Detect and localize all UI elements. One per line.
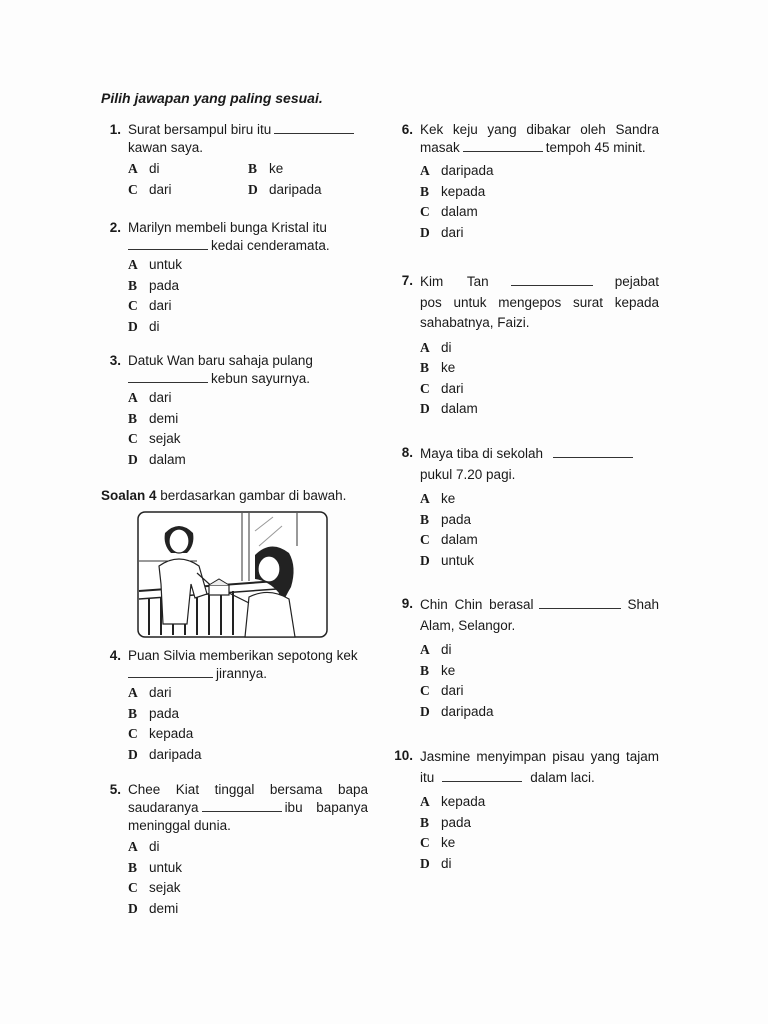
section-note: Soalan 4 berdasarkan gambar di bawah. (101, 488, 347, 503)
question-number: 3. (109, 353, 121, 368)
option-d[interactable]: D daripada (248, 181, 322, 197)
option-d[interactable]: D untuk (420, 552, 475, 568)
answer-blank (128, 381, 208, 383)
question-text: Marilyn membeli bunga Kristal itu kedai cenderamata. (128, 220, 330, 253)
option-a[interactable]: A di (420, 642, 452, 657)
answer-options (420, 338, 659, 420)
option-c[interactable]: C dari (420, 380, 464, 396)
option-d[interactable]: D dalam (128, 451, 186, 467)
question-text: Chee Kiat tinggal bersama bapa saudaranya ibu bapanya meninggal dunia. (128, 782, 368, 833)
option-c[interactable]: C ke (420, 835, 456, 850)
option-c[interactable]: C sejak (128, 431, 181, 446)
question-1 (101, 121, 368, 200)
answer-options (420, 489, 659, 571)
question-number: 1. (109, 122, 121, 137)
option-b[interactable]: B ke (420, 662, 456, 678)
answer-blank (202, 810, 282, 812)
question-7 (393, 272, 659, 420)
answer-options (420, 161, 659, 243)
option-b[interactable]: B ke (248, 161, 284, 176)
question-number: 9. (401, 596, 413, 611)
answer-options (128, 255, 368, 337)
answer-blank (511, 284, 593, 286)
option-d[interactable]: D di (128, 318, 160, 334)
answer-blank (553, 456, 633, 458)
question-number: 7. (401, 273, 413, 288)
question-text: Kek keju yang dibakar oleh Sandra masak tempoh 45 minit. (420, 122, 659, 155)
option-a[interactable]: A di (128, 161, 160, 176)
option-b[interactable]: B pada (128, 277, 180, 293)
option-a[interactable]: A ke (420, 491, 456, 506)
option-a[interactable]: A di (128, 839, 160, 854)
question-text: Maya tiba di sekolah pukul 7.20 pagi. (420, 444, 659, 485)
answer-blank (128, 248, 208, 250)
option-b[interactable]: B pada (128, 705, 180, 721)
question-number: 10. (394, 748, 413, 763)
question-text: Surat bersampul biru itu kawan saya. (128, 121, 368, 157)
answer-options (420, 640, 659, 722)
option-a[interactable]: A dari (128, 685, 172, 700)
question-9 (393, 595, 659, 722)
option-c[interactable]: C dari (128, 181, 172, 197)
question-number: 6. (401, 122, 413, 137)
option-c[interactable]: C sejak (128, 880, 181, 895)
question-text: Datuk Wan baru sahaja pulang kebun sayurnya. (128, 353, 313, 386)
option-d[interactable]: D di (420, 855, 452, 871)
option-c[interactable]: C kepada (128, 726, 194, 741)
answer-options (420, 792, 659, 874)
question-2 (101, 219, 368, 337)
question-number: 5. (109, 782, 121, 797)
option-b[interactable]: B ke (420, 360, 456, 375)
answer-options (128, 159, 368, 200)
option-c[interactable]: C dalam (420, 532, 478, 547)
answer-blank (128, 676, 213, 678)
option-c[interactable]: C dari (420, 683, 464, 698)
option-a[interactable]: A daripada (420, 163, 494, 178)
question-number: 2. (109, 220, 121, 235)
option-c[interactable]: C dalam (420, 204, 478, 219)
option-d[interactable]: D daripada (420, 703, 494, 719)
question-text: Puan Silvia memberikan sepotong kek jirannya. (128, 648, 358, 681)
option-b[interactable]: B demi (128, 410, 179, 426)
answer-blank (539, 607, 621, 609)
question-10 (393, 747, 659, 874)
instruction-heading: Pilih jawapan yang paling sesuai. (101, 90, 323, 106)
question-text: Kim Tan pejabat pos untuk mengepos surat kepada sahabatnya, Faizi. (420, 274, 659, 330)
option-a[interactable]: A untuk (128, 257, 183, 272)
question-number: 8. (401, 445, 413, 460)
answer-options (128, 683, 368, 765)
answer-blank (463, 150, 543, 152)
question-text: Jasmine menyimpan pisau yang tajam itu dalam laci. (420, 749, 659, 785)
question-6 (393, 121, 659, 243)
option-d[interactable]: D dalam (420, 401, 478, 416)
option-c[interactable]: C dari (128, 298, 172, 313)
option-b[interactable]: B kepada (420, 183, 486, 199)
option-d[interactable]: D daripada (128, 746, 202, 762)
question-3 (101, 352, 368, 470)
option-a[interactable]: A kepada (420, 794, 486, 809)
question-4 (101, 647, 368, 765)
option-b[interactable]: B pada (420, 814, 472, 830)
question-text: Chin Chin berasal Shah Alam, Selangor. (420, 597, 659, 633)
answer-blank (442, 780, 522, 782)
option-d[interactable]: D dari (420, 224, 464, 240)
option-b[interactable]: B untuk (128, 859, 183, 875)
answer-options (128, 388, 368, 470)
illustration-women-cake (137, 511, 328, 638)
option-b[interactable]: B pada (420, 511, 472, 527)
option-d[interactable]: D demi (128, 900, 179, 916)
question-8 (393, 444, 659, 571)
option-a[interactable]: A di (420, 339, 452, 355)
answer-blank (274, 132, 354, 134)
option-a[interactable]: A dari (128, 390, 172, 405)
question-5 (101, 781, 368, 919)
answer-options (128, 837, 368, 919)
question-number: 4. (109, 648, 121, 663)
